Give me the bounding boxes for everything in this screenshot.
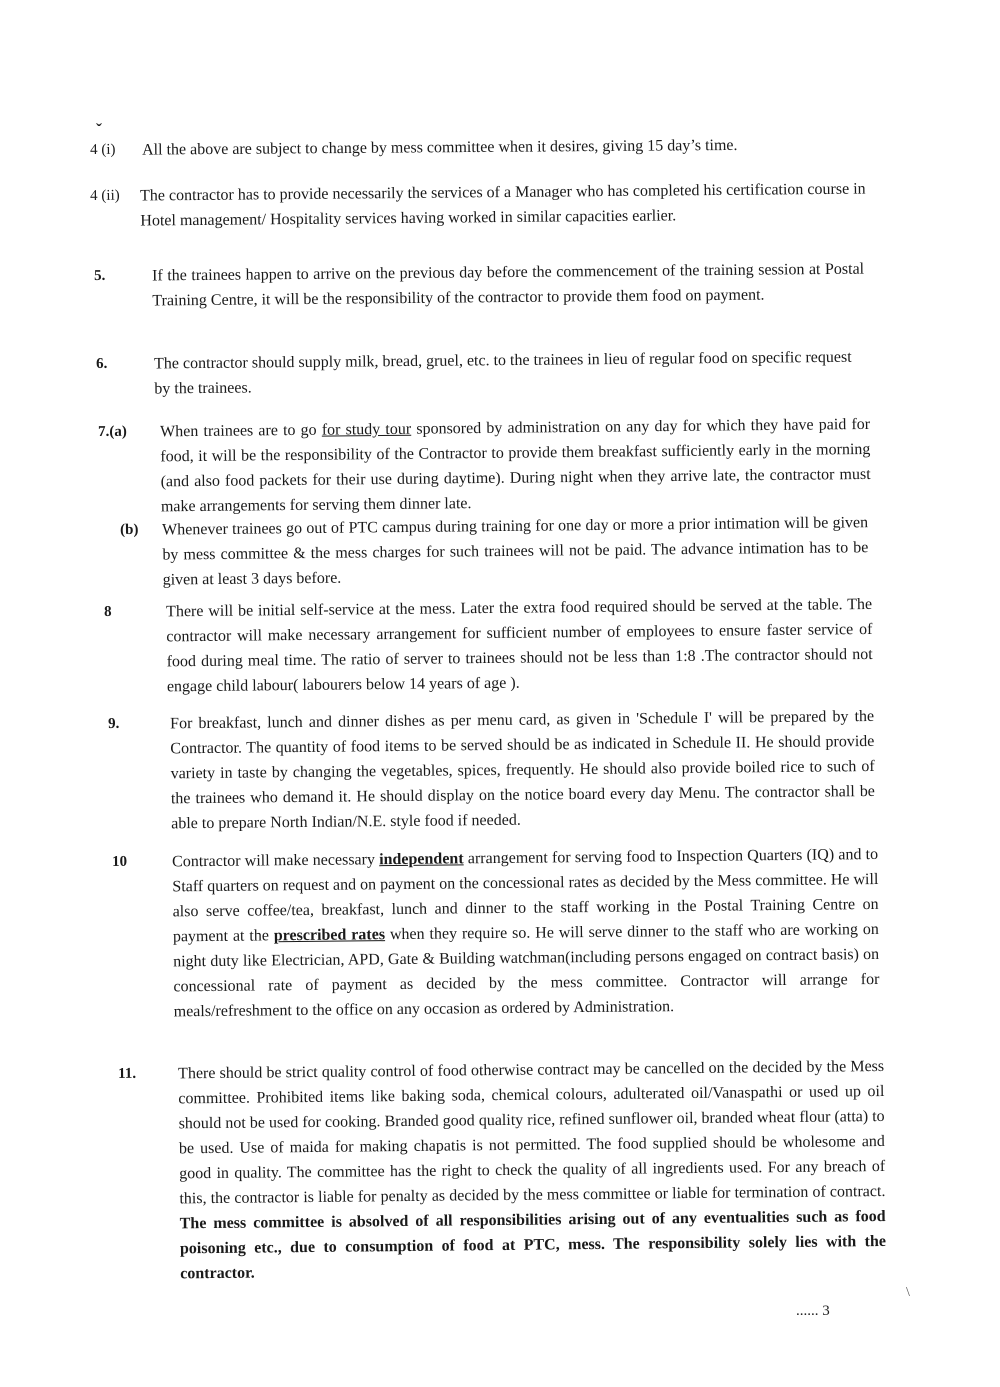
paragraph-text: The contractor should supply milk, bread, gruel, etc. to the trainees in lieu of regular food on specific request by the trainees. xyxy=(154,348,852,398)
paragraph-text: There should be strict quality control of food otherwise contract may be cancelled on the decided by the Mess committee. Prohibited items like baking soda, chemical colours, adulterated oil/Vanaspathi or used up oil should not be used for cooking. Branded good quality rice, refined sunflower oil, branded wheat flour (atta) to be used. Use of maida for making chapatis is not permitted. The food supplied should be wholesome and good in quality. The committee has the right to check the quality of all ingredients used. For any breach of this, the contractor is liable for penalty as decided by the mess committee or liable for termination of contract. The mess committee is absolved of all responsibilities arising out of any eventualities such as food poisoning etc., due to consumption of food at PTC, mess. The responsibility solely lies with the contractor. xyxy=(178,1057,887,1283)
paragraph-9 xyxy=(108,704,875,837)
paragraph-text: Whenever trainees go out of PTC campus during training for one day or more a prior intimation will be given by mess committee & the mess charges for such trainees will not be paid. The advance intimation has to be given at least 3 days before. xyxy=(162,514,869,589)
paragraph-number: 5. xyxy=(94,267,106,284)
paragraph-10 xyxy=(112,842,880,1025)
underlined-phrase: for study tour xyxy=(321,420,412,439)
paragraph-number: (b) xyxy=(120,521,139,538)
page-continuation: ...... 3 xyxy=(796,1303,830,1319)
emphasis-prescribed-rates: prescribed rates xyxy=(273,926,386,945)
paragraph-number: 11. xyxy=(118,1065,137,1082)
paragraph-text: All the above are subject to change by mess committee when it desires, giving 15 day’s time. xyxy=(142,136,738,159)
paragraph-text: For breakfast, lunch and dinner dishes as per menu card, as given in 'Schedule I' will be prepared by the Contractor. The quantity of food items to be served should be as indicated in Schedule II. He should provide variety in taste by changing the vegetables, spices, frequently. He should also provide boiled rice to such of the trainees who demand it. He should display on the notice board every day Menu. The contractor shall be able to prepare North Indian/N.E. style food if needed. xyxy=(170,707,875,833)
paragraph-text: There will be initial self-service at the mess. Later the extra food required should be served at the table. The contractor will make necessary arrangement for sufficient number of employees to ensure faster service of food during meal time. The ratio of server to trainees should not be less than 1:8 .The contractor should not engage child labour( labourers below 14 years of age ). xyxy=(166,595,873,696)
paragraph-4ii xyxy=(90,177,870,234)
paragraph-number: 7.(a) xyxy=(98,423,127,440)
paragraph-4i xyxy=(90,131,940,163)
paragraph-number: 8 xyxy=(104,603,112,620)
emphasis-independent: independent xyxy=(379,850,464,869)
corner-mark: ˇ xyxy=(96,120,102,140)
paragraph-number: 10 xyxy=(112,853,128,870)
paragraph-8 xyxy=(104,592,873,700)
paragraph-11 xyxy=(118,1054,886,1287)
paragraph-number: 4 (ii) xyxy=(90,187,120,204)
scan-mark: \ xyxy=(906,1285,910,1300)
paragraph-7b xyxy=(120,510,869,593)
paragraph-5 xyxy=(94,257,864,314)
paragraph-number: 9. xyxy=(108,715,120,732)
paragraph-6 xyxy=(96,345,866,402)
paragraph-number: 4 (i) xyxy=(90,141,116,158)
paragraph-text: The contractor has to provide necessarily the services of a Manager who has completed his certification course in Hotel management/ Hospitality services having worked in similar capacities earlier. xyxy=(140,180,866,230)
paragraph-text: If the trainees happen to arrive on the previous day before the commencement of the training session at Postal Training Centre, it will be the responsibility of the contractor to provide them food on payment. xyxy=(152,260,865,310)
paragraph-number: 6. xyxy=(96,355,108,372)
bold-disclaimer: The mess committee is absolved of all responsibilities arising out of any eventualities such as food poisoning etc., due to consumption of food at PTC, mess. The responsibility solely lies with the contractor. xyxy=(179,1207,887,1283)
paragraph-text: Contractor will make necessary independent arrangement for serving food to Inspection Quarters (IQ) and to Staff quarters on request and on payment on the concessional rates as decided by the Mess committee. He will also serve coffee/tea, breakfast, lunch and dinner to the staff working in the Postal Training Centre on payment at the prescribed rates when they require so. He will serve dinner to the staff who are working on night duty like Electrician, APD, Gate & Building watchman(including persons engaged on contract basis) on concessional rate of payment as decided by the mess committee. Contractor will arrange for meals/refreshment to the office on any occasion as ordered by Administration. xyxy=(172,845,880,1021)
paragraph-text: When trainees are to go for study tour sponsored by administration on any day for which they have paid for food, it will be the responsibility of the Contractor to provide them breakfast sufficiently early in the morning (and also food packets for their use during daytime). During night when they arrive late, the contractor must make arrangements for serving them dinner late. xyxy=(160,415,871,516)
paragraph-7a xyxy=(98,412,871,520)
